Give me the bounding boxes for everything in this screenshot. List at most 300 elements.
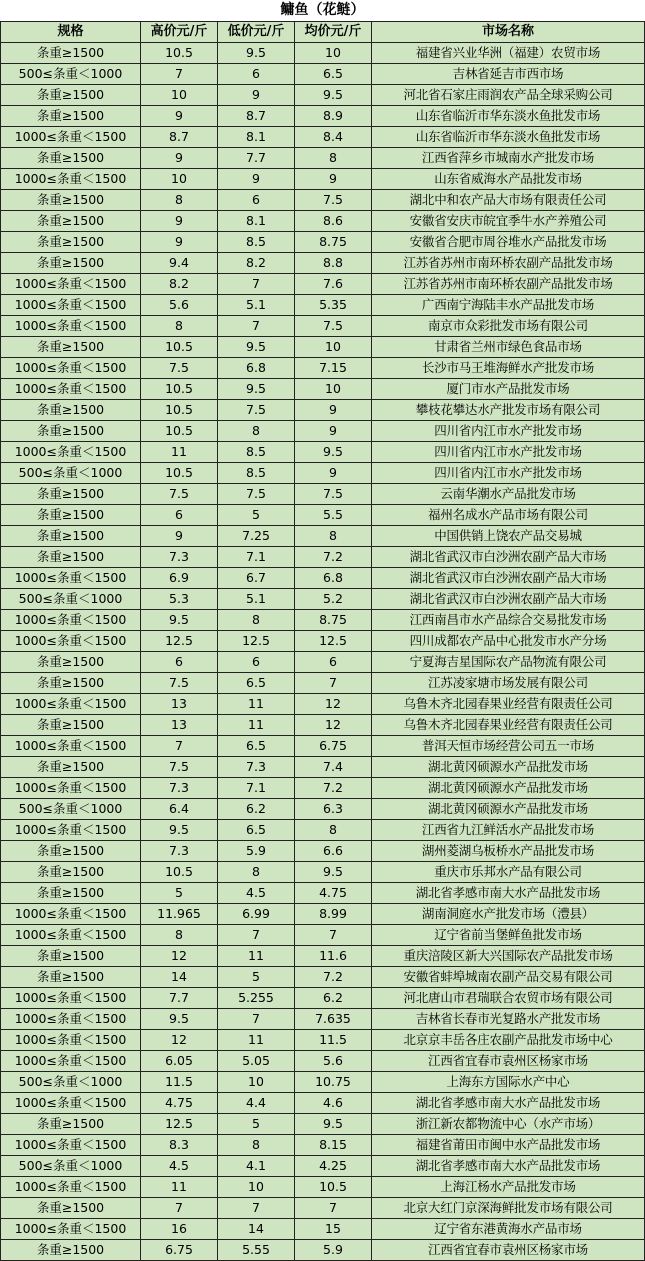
high-price-cell: 7 — [141, 64, 218, 85]
market-name-cell: 江西省宜春市袁州区杨家市场 — [372, 1051, 645, 1072]
market-name-cell: 河北唐山市君瑞联合农贸市场有限公司 — [372, 988, 645, 1009]
high-price-cell: 6.05 — [141, 1051, 218, 1072]
avg-price-cell: 5.9 — [295, 1240, 372, 1261]
avg-price-cell: 11.5 — [295, 1030, 372, 1051]
high-price-cell: 10 — [141, 85, 218, 106]
spec-cell: 条重≥1500 — [1, 673, 141, 694]
spec-cell: 1000≤条重＜1500 — [1, 169, 141, 190]
table-row — [1, 64, 645, 85]
avg-price-cell: 6.5 — [295, 64, 372, 85]
high-price-cell: 12 — [141, 946, 218, 967]
low-price-cell: 6.99 — [218, 904, 295, 925]
market-name-cell: 湖北省孝感市南大水产品批发市场 — [372, 1156, 645, 1177]
spec-cell: 条重≥1500 — [1, 547, 141, 568]
table-body — [1, 43, 645, 1261]
high-price-cell: 4.5 — [141, 1156, 218, 1177]
table-row — [1, 1114, 645, 1135]
table-row — [1, 232, 645, 253]
spec-cell: 条重≥1500 — [1, 1240, 141, 1261]
table-row — [1, 211, 645, 232]
high-price-cell: 10.5 — [141, 463, 218, 484]
table-row — [1, 883, 645, 904]
high-price-cell: 7.5 — [141, 673, 218, 694]
header-market-name: 市场名称 — [372, 22, 645, 43]
table-row — [1, 589, 645, 610]
table-row — [1, 757, 645, 778]
spec-cell: 500≤条重＜1000 — [1, 799, 141, 820]
avg-price-cell: 6.6 — [295, 841, 372, 862]
market-name-cell: 福建省兴业华洲（福建）农贸市场 — [372, 43, 645, 64]
market-name-cell: 湖北省武汉市白沙洲农副产品大市场 — [372, 568, 645, 589]
market-name-cell: 湖南洞庭水产批发市场（澧县） — [372, 904, 645, 925]
low-price-cell: 8.1 — [218, 211, 295, 232]
market-name-cell: 山东省临沂市华东淡水鱼批发市场 — [372, 106, 645, 127]
low-price-cell: 5 — [218, 505, 295, 526]
spec-cell: 1000≤条重＜1500 — [1, 988, 141, 1009]
low-price-cell: 7.1 — [218, 547, 295, 568]
table-row — [1, 400, 645, 421]
table-row — [1, 505, 645, 526]
avg-price-cell: 6.2 — [295, 988, 372, 1009]
avg-price-cell: 9.5 — [295, 862, 372, 883]
table-row — [1, 568, 645, 589]
low-price-cell: 14 — [218, 1219, 295, 1240]
high-price-cell: 9.5 — [141, 610, 218, 631]
high-price-cell: 8 — [141, 925, 218, 946]
table-row — [1, 43, 645, 64]
low-price-cell: 8.2 — [218, 253, 295, 274]
low-price-cell: 8 — [218, 1135, 295, 1156]
table-row — [1, 190, 645, 211]
table-row — [1, 736, 645, 757]
table-row — [1, 1177, 645, 1198]
market-name-cell: 甘肃省兰州市绿色食品市场 — [372, 337, 645, 358]
avg-price-cell: 4.6 — [295, 1093, 372, 1114]
table-row — [1, 1009, 645, 1030]
high-price-cell: 16 — [141, 1219, 218, 1240]
low-price-cell: 5.1 — [218, 589, 295, 610]
avg-price-cell: 8.75 — [295, 232, 372, 253]
header-low-price: 低价元/斤 — [218, 22, 295, 43]
avg-price-cell: 5.35 — [295, 295, 372, 316]
high-price-cell: 7.3 — [141, 778, 218, 799]
high-price-cell: 7 — [141, 736, 218, 757]
avg-price-cell: 7 — [295, 1198, 372, 1219]
avg-price-cell: 8 — [295, 148, 372, 169]
spec-cell: 500≤条重＜1000 — [1, 1156, 141, 1177]
high-price-cell: 7.3 — [141, 841, 218, 862]
market-name-cell: 长沙市马王堆海鲜水产批发市场 — [372, 358, 645, 379]
spec-cell: 1000≤条重＜1500 — [1, 904, 141, 925]
low-price-cell: 9.5 — [218, 337, 295, 358]
spec-cell: 1000≤条重＜1500 — [1, 295, 141, 316]
low-price-cell: 6.5 — [218, 736, 295, 757]
spec-cell: 1000≤条重＜1500 — [1, 1219, 141, 1240]
table-row — [1, 253, 645, 274]
table-row — [1, 715, 645, 736]
market-name-cell: 乌鲁木齐北园春果业经营有限责任公司 — [372, 694, 645, 715]
table-row — [1, 169, 645, 190]
low-price-cell: 7 — [218, 925, 295, 946]
low-price-cell: 5.05 — [218, 1051, 295, 1072]
header-row — [1, 22, 645, 43]
market-name-cell: 安徽省合肥市周谷堆水产品批发市场 — [372, 232, 645, 253]
market-name-cell: 辽宁省前当堡鲜鱼批发市场 — [372, 925, 645, 946]
spec-cell: 条重≥1500 — [1, 1198, 141, 1219]
market-name-cell: 湖北省武汉市白沙洲农副产品大市场 — [372, 547, 645, 568]
high-price-cell: 9 — [141, 148, 218, 169]
market-name-cell: 湖北省武汉市白沙洲农副产品大市场 — [372, 589, 645, 610]
low-price-cell: 6.8 — [218, 358, 295, 379]
high-price-cell: 7.5 — [141, 358, 218, 379]
market-name-cell: 湖州菱湖乌板桥水产品批发市场 — [372, 841, 645, 862]
high-price-cell: 12.5 — [141, 631, 218, 652]
market-name-cell: 吉林省延吉市西市场 — [372, 64, 645, 85]
market-name-cell: 山东省威海水产品批发市场 — [372, 169, 645, 190]
market-name-cell: 湖北黄冈硕源水产品批发市场 — [372, 778, 645, 799]
table-row — [1, 316, 645, 337]
market-name-cell: 江苏省苏州市南环桥农副产品批发市场 — [372, 274, 645, 295]
market-name-cell: 江西省九江鲜活水产品批发市场 — [372, 820, 645, 841]
spec-cell: 1000≤条重＜1500 — [1, 694, 141, 715]
low-price-cell: 5.9 — [218, 841, 295, 862]
table-title: 鳙鱼（花鲢） — [0, 0, 645, 21]
table-row — [1, 925, 645, 946]
avg-price-cell: 7.2 — [295, 547, 372, 568]
price-table — [0, 21, 645, 1261]
spec-cell: 1000≤条重＜1500 — [1, 1177, 141, 1198]
spec-cell: 条重≥1500 — [1, 253, 141, 274]
market-name-cell: 北京大红门京深海鲜批发市场有限公司 — [372, 1198, 645, 1219]
high-price-cell: 11 — [141, 1177, 218, 1198]
table-row — [1, 337, 645, 358]
avg-price-cell: 9 — [295, 169, 372, 190]
avg-price-cell: 7.5 — [295, 484, 372, 505]
low-price-cell: 11 — [218, 1030, 295, 1051]
table-row — [1, 1072, 645, 1093]
high-price-cell: 6.75 — [141, 1240, 218, 1261]
market-name-cell: 中国供销上饶农产品交易城 — [372, 526, 645, 547]
avg-price-cell: 12 — [295, 715, 372, 736]
table-row — [1, 106, 645, 127]
high-price-cell: 14 — [141, 967, 218, 988]
low-price-cell: 6.5 — [218, 673, 295, 694]
table-row — [1, 610, 645, 631]
table-row — [1, 85, 645, 106]
table-row — [1, 526, 645, 547]
market-name-cell: 湖北黄冈硕源水产品批发市场 — [372, 757, 645, 778]
high-price-cell: 5.6 — [141, 295, 218, 316]
table-row — [1, 358, 645, 379]
spec-cell: 1000≤条重＜1500 — [1, 1051, 141, 1072]
table-row — [1, 379, 645, 400]
low-price-cell: 5.55 — [218, 1240, 295, 1261]
high-price-cell: 8 — [141, 190, 218, 211]
high-price-cell: 9.5 — [141, 1009, 218, 1030]
table-row — [1, 1240, 645, 1261]
avg-price-cell: 5.5 — [295, 505, 372, 526]
spec-cell: 1000≤条重＜1500 — [1, 820, 141, 841]
market-name-cell: 四川省内江市水产批发市场 — [372, 421, 645, 442]
market-name-cell: 江苏凌家塘市场发展有限公司 — [372, 673, 645, 694]
table-row — [1, 547, 645, 568]
low-price-cell: 6.2 — [218, 799, 295, 820]
low-price-cell: 9 — [218, 169, 295, 190]
low-price-cell: 8.5 — [218, 442, 295, 463]
market-name-cell: 上海江杨水产品批发市场 — [372, 1177, 645, 1198]
market-name-cell: 浙江新农都物流中心（水产市场） — [372, 1114, 645, 1135]
avg-price-cell: 8.8 — [295, 253, 372, 274]
spec-cell: 条重≥1500 — [1, 967, 141, 988]
market-name-cell: 安徽省安庆市皖宜季牛水产养殖公司 — [372, 211, 645, 232]
spec-cell: 1000≤条重＜1500 — [1, 379, 141, 400]
table-row — [1, 988, 645, 1009]
market-name-cell: 宁夏海吉星国际农产品物流有限公司 — [372, 652, 645, 673]
avg-price-cell: 11.6 — [295, 946, 372, 967]
low-price-cell: 7.5 — [218, 400, 295, 421]
table-row — [1, 652, 645, 673]
market-name-cell: 吉林省长春市光复路水产批发市场 — [372, 1009, 645, 1030]
avg-price-cell: 8.15 — [295, 1135, 372, 1156]
avg-price-cell: 8.6 — [295, 211, 372, 232]
high-price-cell: 11.965 — [141, 904, 218, 925]
high-price-cell: 10 — [141, 169, 218, 190]
spec-cell: 1000≤条重＜1500 — [1, 1009, 141, 1030]
table-row — [1, 694, 645, 715]
low-price-cell: 9.5 — [218, 43, 295, 64]
market-name-cell: 上海东方国际水产中心 — [372, 1072, 645, 1093]
avg-price-cell: 8.99 — [295, 904, 372, 925]
table-row — [1, 799, 645, 820]
market-name-cell: 江西省宜春市袁州区杨家市场 — [372, 1240, 645, 1261]
market-name-cell: 安徽省蚌埠城南农副产品交易有限公司 — [372, 967, 645, 988]
table-row — [1, 421, 645, 442]
avg-price-cell: 9.5 — [295, 85, 372, 106]
spec-cell: 条重≥1500 — [1, 1114, 141, 1135]
market-name-cell: 辽宁省东港黄海水产品市场 — [372, 1219, 645, 1240]
low-price-cell: 7.1 — [218, 778, 295, 799]
low-price-cell: 12.5 — [218, 631, 295, 652]
market-name-cell: 四川省内江市水产批发市场 — [372, 463, 645, 484]
market-name-cell: 山东省临沂市华东淡水鱼批发市场 — [372, 127, 645, 148]
high-price-cell: 9 — [141, 106, 218, 127]
avg-price-cell: 8.75 — [295, 610, 372, 631]
market-name-cell: 乌鲁木齐北园春果业经营有限责任公司 — [372, 715, 645, 736]
table-row — [1, 1156, 645, 1177]
high-price-cell: 8 — [141, 316, 218, 337]
low-price-cell: 8.7 — [218, 106, 295, 127]
market-name-cell: 攀枝花攀达水产批发市场有限公司 — [372, 400, 645, 421]
avg-price-cell: 4.25 — [295, 1156, 372, 1177]
high-price-cell: 13 — [141, 694, 218, 715]
high-price-cell: 12.5 — [141, 1114, 218, 1135]
avg-price-cell: 7.2 — [295, 778, 372, 799]
avg-price-cell: 5.6 — [295, 1051, 372, 1072]
table-row — [1, 274, 645, 295]
market-name-cell: 福建省莆田市闽中水产品批发市场 — [372, 1135, 645, 1156]
market-name-cell: 江西南昌市水产品综合交易批发市场 — [372, 610, 645, 631]
market-name-cell: 湖北省孝感市南大水产品批发市场 — [372, 1093, 645, 1114]
low-price-cell: 8 — [218, 610, 295, 631]
spec-cell: 条重≥1500 — [1, 652, 141, 673]
high-price-cell: 9 — [141, 526, 218, 547]
market-name-cell: 厦门市水产品批发市场 — [372, 379, 645, 400]
low-price-cell: 7.25 — [218, 526, 295, 547]
spec-cell: 条重≥1500 — [1, 505, 141, 526]
avg-price-cell: 15 — [295, 1219, 372, 1240]
low-price-cell: 7 — [218, 1009, 295, 1030]
avg-price-cell: 8.9 — [295, 106, 372, 127]
high-price-cell: 7 — [141, 1198, 218, 1219]
low-price-cell: 6.5 — [218, 820, 295, 841]
spec-cell: 条重≥1500 — [1, 190, 141, 211]
high-price-cell: 7.5 — [141, 757, 218, 778]
high-price-cell: 7.7 — [141, 988, 218, 1009]
table-row — [1, 127, 645, 148]
low-price-cell: 9 — [218, 85, 295, 106]
spec-cell: 条重≥1500 — [1, 148, 141, 169]
low-price-cell: 8.5 — [218, 232, 295, 253]
low-price-cell: 5.255 — [218, 988, 295, 1009]
header-high-price: 高价元/斤 — [141, 22, 218, 43]
avg-price-cell: 10 — [295, 379, 372, 400]
table-row — [1, 904, 645, 925]
low-price-cell: 4.1 — [218, 1156, 295, 1177]
spec-cell: 条重≥1500 — [1, 883, 141, 904]
avg-price-cell: 9 — [295, 400, 372, 421]
spec-cell: 条重≥1500 — [1, 862, 141, 883]
avg-price-cell: 7 — [295, 673, 372, 694]
low-price-cell: 6.7 — [218, 568, 295, 589]
low-price-cell: 11 — [218, 694, 295, 715]
spec-cell: 1000≤条重＜1500 — [1, 925, 141, 946]
low-price-cell: 6 — [218, 64, 295, 85]
low-price-cell: 6 — [218, 190, 295, 211]
spec-cell: 条重≥1500 — [1, 211, 141, 232]
avg-price-cell: 4.75 — [295, 883, 372, 904]
low-price-cell: 7.7 — [218, 148, 295, 169]
low-price-cell: 9.5 — [218, 379, 295, 400]
market-name-cell: 江西省萍乡市城南水产批发市场 — [372, 148, 645, 169]
avg-price-cell: 7.5 — [295, 190, 372, 211]
table-row — [1, 778, 645, 799]
spec-cell: 条重≥1500 — [1, 337, 141, 358]
table-row — [1, 484, 645, 505]
high-price-cell: 6 — [141, 505, 218, 526]
low-price-cell: 7 — [218, 274, 295, 295]
table-row — [1, 967, 645, 988]
table-row — [1, 946, 645, 967]
high-price-cell: 12 — [141, 1030, 218, 1051]
table-row — [1, 1051, 645, 1072]
spec-cell: 条重≥1500 — [1, 526, 141, 547]
spec-cell: 条重≥1500 — [1, 400, 141, 421]
high-price-cell: 9.4 — [141, 253, 218, 274]
avg-price-cell: 9 — [295, 463, 372, 484]
low-price-cell: 10 — [218, 1177, 295, 1198]
table-row — [1, 1219, 645, 1240]
avg-price-cell: 7.635 — [295, 1009, 372, 1030]
low-price-cell: 5 — [218, 1114, 295, 1135]
table-row — [1, 1030, 645, 1051]
table-row — [1, 1135, 645, 1156]
high-price-cell: 7.3 — [141, 547, 218, 568]
table-row — [1, 295, 645, 316]
table-row — [1, 820, 645, 841]
high-price-cell: 6.9 — [141, 568, 218, 589]
spec-cell: 条重≥1500 — [1, 484, 141, 505]
spec-cell: 500≤条重＜1000 — [1, 64, 141, 85]
high-price-cell: 4.75 — [141, 1093, 218, 1114]
low-price-cell: 5.1 — [218, 295, 295, 316]
low-price-cell: 11 — [218, 946, 295, 967]
high-price-cell: 10.5 — [141, 379, 218, 400]
spec-cell: 500≤条重＜1000 — [1, 463, 141, 484]
avg-price-cell: 8 — [295, 526, 372, 547]
avg-price-cell: 6.8 — [295, 568, 372, 589]
high-price-cell: 8.2 — [141, 274, 218, 295]
spec-cell: 1000≤条重＜1500 — [1, 736, 141, 757]
avg-price-cell: 7 — [295, 925, 372, 946]
high-price-cell: 11.5 — [141, 1072, 218, 1093]
high-price-cell: 10.5 — [141, 400, 218, 421]
market-name-cell: 四川成都农产品中心批发市水产分场 — [372, 631, 645, 652]
low-price-cell: 5 — [218, 967, 295, 988]
market-name-cell: 重庆涪陵区新大兴国际农产品批发市场 — [372, 946, 645, 967]
table-row — [1, 631, 645, 652]
table-row — [1, 1093, 645, 1114]
spec-cell: 条重≥1500 — [1, 43, 141, 64]
spec-cell: 1000≤条重＜1500 — [1, 127, 141, 148]
low-price-cell: 10 — [218, 1072, 295, 1093]
market-name-cell: 江苏省苏州市南环桥农副产品批发市场 — [372, 253, 645, 274]
market-name-cell: 湖北省孝感市南大水产品批发市场 — [372, 883, 645, 904]
market-name-cell: 福州名成水产品市场有限公司 — [372, 505, 645, 526]
market-name-cell: 湖北中和农产品大市场有限责任公司 — [372, 190, 645, 211]
table-row — [1, 148, 645, 169]
low-price-cell: 11 — [218, 715, 295, 736]
header-avg-price: 均价元/斤 — [295, 22, 372, 43]
low-price-cell: 4.4 — [218, 1093, 295, 1114]
table-row — [1, 862, 645, 883]
spec-cell: 1000≤条重＜1500 — [1, 610, 141, 631]
avg-price-cell: 9.5 — [295, 442, 372, 463]
high-price-cell: 10.5 — [141, 421, 218, 442]
spec-cell: 条重≥1500 — [1, 841, 141, 862]
spec-cell: 条重≥1500 — [1, 232, 141, 253]
avg-price-cell: 7.2 — [295, 967, 372, 988]
table-row — [1, 463, 645, 484]
spec-cell: 条重≥1500 — [1, 715, 141, 736]
avg-price-cell: 8.4 — [295, 127, 372, 148]
market-name-cell: 南京市众彩批发市场有限公司 — [372, 316, 645, 337]
high-price-cell: 10.5 — [141, 43, 218, 64]
avg-price-cell: 6.75 — [295, 736, 372, 757]
spec-cell: 500≤条重＜1000 — [1, 589, 141, 610]
spec-cell: 1000≤条重＜1500 — [1, 778, 141, 799]
market-name-cell: 重庆市乐邦水产品有限公司 — [372, 862, 645, 883]
spec-cell: 1000≤条重＜1500 — [1, 631, 141, 652]
avg-price-cell: 7.15 — [295, 358, 372, 379]
avg-price-cell: 8 — [295, 820, 372, 841]
spec-cell: 条重≥1500 — [1, 85, 141, 106]
high-price-cell: 11 — [141, 442, 218, 463]
avg-price-cell: 10 — [295, 337, 372, 358]
high-price-cell: 10.5 — [141, 337, 218, 358]
avg-price-cell: 10.5 — [295, 1177, 372, 1198]
avg-price-cell: 10.75 — [295, 1072, 372, 1093]
high-price-cell: 6 — [141, 652, 218, 673]
